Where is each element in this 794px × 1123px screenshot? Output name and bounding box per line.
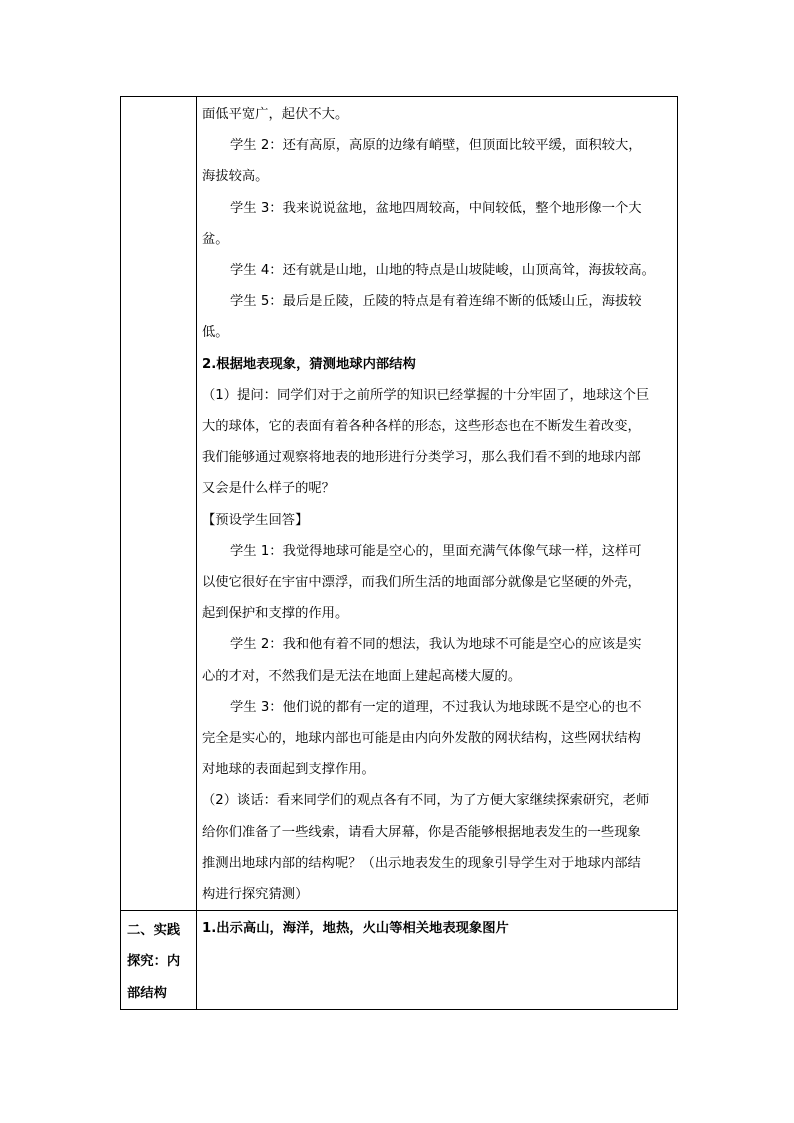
section-label [121, 911, 196, 1009]
text-line: 构进行探究猜测） [202, 887, 309, 903]
text-line: 完全是实心的，地球内部也可能是由内向外发散的网状结构，这些网状结构 [202, 731, 641, 747]
table-row [121, 97, 678, 911]
text-line: 低。 [202, 325, 229, 341]
text-line: 盆。 [202, 231, 229, 247]
content-cell [197, 97, 678, 911]
text-line: 海拔较高。 [202, 169, 269, 185]
section-label-cell [121, 97, 197, 911]
text-line: 学生 3：我来说说盆地，盆地四周较高，中间较低，整个地形像一个大 [230, 200, 642, 216]
section-label-cell [121, 911, 197, 1010]
text-line: 学生 5：最后是丘陵，丘陵的特点是有着连绵不断的低矮山丘，海拔较 [230, 294, 642, 310]
content-cell [197, 911, 678, 1010]
section-label-line: 二、实践 [127, 923, 181, 939]
text-line: 推测出地球内部的结构呢？（出示地表发生的现象引导学生对于地球内部结 [202, 855, 641, 871]
section-label-line: 探究：内 [127, 954, 181, 970]
text-line: （1）提问：同学们对于之前所学的知识已经掌握的十分牢固了，地球这个巨 [202, 387, 650, 403]
text-line: 对地球的表面起到支撑作用。 [202, 762, 375, 778]
text-line: 我们能够通过观察将地表的地形进行分类学习，那么我们看不到的地球内部 [202, 450, 641, 466]
text-line: 给你们准备了一些线索，请看大屏幕，你是否能够根据地表发生的一些现象 [202, 824, 641, 840]
text-line: 学生 3：他们说的都有一定的道理，不过我认为地球既不是空心的也不 [230, 699, 642, 715]
content-text [197, 911, 677, 944]
lesson-plan-table [120, 96, 678, 1010]
text-line: 学生 2：我和他有着不同的想法，我认为地球不可能是空心的应该是实 [230, 637, 642, 653]
table-row [121, 911, 678, 1010]
text-line: 面低平宽广，起伏不大。 [202, 107, 349, 122]
section-heading: 2.根据地表现象，猜测地球内部结构 [202, 356, 416, 372]
text-line: 以使它很好在宇宙中漂浮，而我们所生活的地面部分就像是它坚硬的外壳， [202, 575, 641, 591]
text-line: （2）谈话：看来同学们的观点各有不同，为了方便大家继续探索研究，老师 [202, 793, 650, 809]
text-line: 又会是什么样子的呢？ [202, 481, 335, 497]
text-line: 【预设学生回答】 [202, 512, 309, 528]
text-line: 大的球体，它的表面有着各种各样的形态，这些形态也在不断发生着改变， [202, 419, 641, 435]
section-heading: 1.出示高山，海洋，地热，火山等相关地表现象图片 [202, 921, 509, 937]
text-line: 心的才对，不然我们是无法在地面上建起高楼大厦的。 [202, 668, 522, 684]
section-label-line: 部结构 [127, 985, 167, 1001]
text-line: 起到保护和支撑的作用。 [202, 606, 349, 622]
text-line: 学生 2：还有高原，高原的边缘有峭壁，但顶面比较平缓，面积较大， [230, 138, 642, 154]
content-text [197, 97, 677, 910]
text-line: 学生 4：还有就是山地，山地的特点是山坡陡峻，山顶高耸，海拔较高。 [230, 263, 655, 279]
text-line: 学生 1：我觉得地球可能是空心的，里面充满气体像气球一样，这样可 [230, 543, 642, 559]
